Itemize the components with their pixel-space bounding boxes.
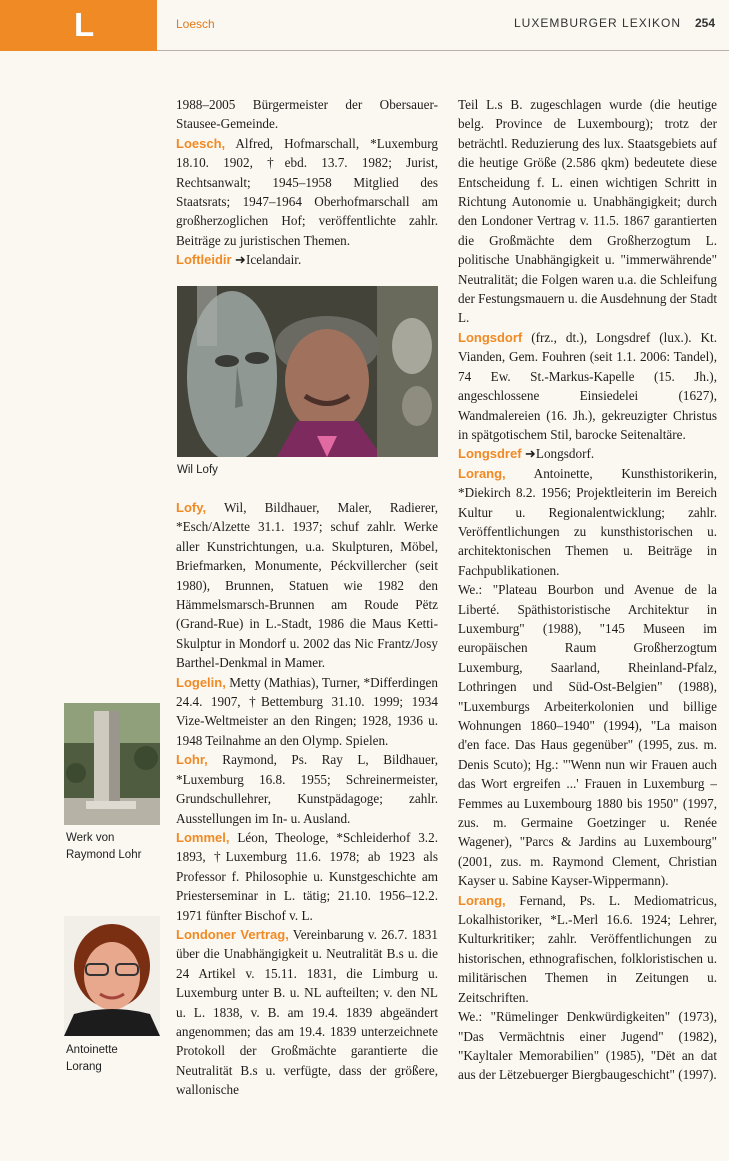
left-column-top <box>176 95 438 270</box>
entry-text: Alfred, Hofmarschall, *Luxemburg 18.10. 1902, †ebd. 13.7. 1982; Jurist, Rechtsanwalt; 1945–1958 Mitglied des Staatsrats; 1947–1964 Oberhofmarschall am großherzoglichen Hof; veröffentlichte zahlr. Beiträge zu juristischen Themen. <box>176 135 438 248</box>
page-number: 254 <box>695 16 716 30</box>
headword-londoner-vertrag: Londoner Vertrag, <box>176 926 289 942</box>
headword-lorang: Lorang, <box>458 892 506 908</box>
cross-reference: ➜Icelandair. <box>231 252 302 268</box>
entry-londoner-vertrag <box>176 925 438 1100</box>
book-title: LUXEMBURGER LEXIKON <box>514 16 682 30</box>
photo-sculpture-lohr <box>64 703 160 825</box>
entry-longsdorf <box>458 328 717 444</box>
headword-loesch: Loesch, <box>176 135 226 151</box>
headword-longsdorf: Longsdorf <box>458 329 523 345</box>
sculpture-image <box>64 703 160 825</box>
entry-text: Fernand, Ps. L. Mediomatricus, Lokalhistoriker, *L.-Merl 16.6. 1924; Lehrer, Kulturkritiker; zahlr. Veröffentlichungen zu historischen, ethnografischen, folkloristischen u. militärischen Themen in Zeitungen u. Zeitschriften. <box>458 892 717 1005</box>
caption-line: Werk von <box>66 832 115 844</box>
entry-continuation: 1988–2005 Bürgermeister der Obersauer-Stausee-Gemeinde. <box>176 97 438 132</box>
cross-reference: ➜Longsdorf. <box>521 446 595 462</box>
entry-lorang-fernand <box>458 891 717 1007</box>
portrait-image <box>177 286 438 457</box>
entry-text: Raymond, Ps. Ray L, Bildhauer, *Luxemburg 16.8. 1955; Schreinermeister, Grundschullehrer, Kunstpädagoge; zahlr. Ausstellungen im In- u. Ausland. <box>176 752 438 826</box>
entry-lommel <box>176 828 438 925</box>
entry-lohr <box>176 750 438 828</box>
caption-line: Raymond Lohr <box>66 849 142 861</box>
section-letter: L <box>74 6 95 43</box>
entry-text: Vereinbarung v. 26.7. 1831 über die Unabhängigkeit u. Neutralität B.s u. die 24 Artikel v. 15.11. 1831, die Limburg u. Luxemburg unter B. u. NL aufteilten; v. den NL u. L. 1838, v. B. am 19.4. 1839 abgeändert angenommen; das am 19.4. 1839 unterzeichnete Protokoll der Großmächte garantierte die Neutralität B.s u. verfügte, dass der größere, wallonische <box>176 926 438 1098</box>
headword-lofy: Lofy, <box>176 500 207 515</box>
entry-loesch <box>176 134 438 250</box>
headword-lohr: Lohr, <box>176 752 208 768</box>
entry-text: (frz., dt.), Longsdref (lux.). Kt. Vianden, Gem. Fouhren (seit 1.1. 2006: Tandel), 74 Ew. St.-Markus-Kapelle (15. Jh.), angeschlossene Einsiedelei (1627), Wandmalereien (16. Jh.), gekreuzigter Christus in spätgotischem Stil, barocke Seitenaltäre. <box>458 329 717 442</box>
entry-text: Metty (Mathias), Turner, *Differdingen 24.4. 1907, †Bettemburg 31.10. 1999; 1934 Vize-Weltmeister an den Ringen; 1928, 1936 u. 1948 Teilnahme an den Olymp. Spielen. <box>176 674 438 748</box>
section-letter-tab <box>0 0 157 51</box>
caption-lohr <box>66 830 141 864</box>
headword-loftleidir: Loftleidir <box>176 252 232 268</box>
entry-loftleidir <box>176 250 438 269</box>
entry-text: Léon, Theologe, *Schleiderhof 3.2. 1893, †Luxemburg 11.6. 1978; ab 1923 als Professor f. Philosophie u. Kunstgeschichte am Priesterseminar in L. tätig; 21.10. 1956–12.2. 1971 fünfter Bischof v. L. <box>176 829 438 923</box>
caption-lorang <box>66 1042 118 1076</box>
entry-lofy <box>176 498 438 673</box>
photo-antoinette-lorang <box>64 916 160 1036</box>
photo-wil-lofy <box>177 286 438 457</box>
left-column-bottom <box>176 498 438 1100</box>
works-lorang-antoinette: We.: "Plateau Bourbon und Avenue de la Liberté. Späthistoristische Architektur in Luxemburg" (1988), "145 Museen im europäischen Raum Großherzogtum Luxemburg, Saarland, Rheinland-Pfalz, Lothringen und Süd-Ost-Belgien" (1988), "Luxemburgs Arbeiterkolonien und billige Wohnungen 1860–1940" (1994), "La maison d'en face. Das Haus gegenüber" (1995, zus. m. Denis Scuto); Hg.: "'Wenn nun wir Frauen auch das Wort ergreifen ...' Frauen in Luxemburg – Femmes au Luxembourg 1880 bis 1950" (1997, zus. m. Germaine Goetzinger u. Renée Wagener), "Parcs & Jardins au Luxembourg" (2001, zus. m. Raymond Clement, Christian Kayser u. Sabine Kayser-Wippermann). <box>458 582 717 889</box>
portrait-image <box>64 916 160 1036</box>
photo-caption: Wil Lofy <box>177 464 218 476</box>
headword-lorang: Lorang, <box>458 465 506 481</box>
entry-text: Wil, Bildhauer, Maler, Radierer, *Esch/Alzette 31.1. 1937; schuf zahlr. Werke aller Kunstrichtungen, u.a. Skulpturen, Möbel, Briefmarken, Monumente, Péckvillercher (seit 1980), Brunnen, Statuen wie 1982 den Hämmelsmarsch-Brunnen am Roude Pëtz (Grand-Rue) in L.-Stadt, 1986 die Maus Ketti-Skulptur in Mondorf u. 2002 das Nic Frantz/Josy Barthel-Denkmal in Mamer. <box>176 500 438 671</box>
entry-text: Antoinette, Kunsthistorikerin, *Diekirch 8.2. 1956; Projektleiterin im Bereich Kultur u. Regionalentwicklung; zahlr. Veröffentlichungen zu kunsthistorischen u. architektonischen Themen u. Beiträge in Fachpublikationen. <box>458 465 717 578</box>
headword-lommel: Lommel, <box>176 829 230 845</box>
entry-longsdref <box>458 444 717 463</box>
caption-line: Lorang <box>66 1061 102 1073</box>
entry-lorang-antoinette <box>458 464 717 580</box>
entry-logelin <box>176 673 438 751</box>
entry-continuation: Teil L.s B. zugeschlagen wurde (die heutige belg. Province de Luxembourg); trotz der beträchtl. Reduzierung des lux. Staatsgebiets auf die heutige Größe (2.586 qkm) bedeutete diese Entscheidung f. L. einen wichtigen Schritt in Richtung Autonomie u. Unabhängigkeit; durch den Londoner Vertrag v. 11.5. 1867 garantierten die Großmächte dem Großherzogtum L. politische Unabhängigkeit u. "immerwährende" Neutralität; die Folgen waren u.a. die Schleifung der Festungsmauern u. die Ausdehnung der Stadt L. <box>458 97 717 326</box>
right-column <box>458 95 717 1085</box>
headword-logelin: Logelin, <box>176 674 226 690</box>
caption-line: Antoinette <box>66 1044 118 1056</box>
header-divider <box>157 50 729 51</box>
headword-longsdref: Longsdref <box>458 446 522 462</box>
header-keyword: Loesch <box>176 17 215 31</box>
works-lorang-fernand: We.: "Rümelinger Denkwürdigkeiten" (1973), "Das Vermächtnis einer Jugend" (1982), "Kayltaler Memorabilien" (1985), "Dët an dat aus der Lëtzebuerger Biergbaugeschicht" (1997). <box>458 1009 717 1083</box>
